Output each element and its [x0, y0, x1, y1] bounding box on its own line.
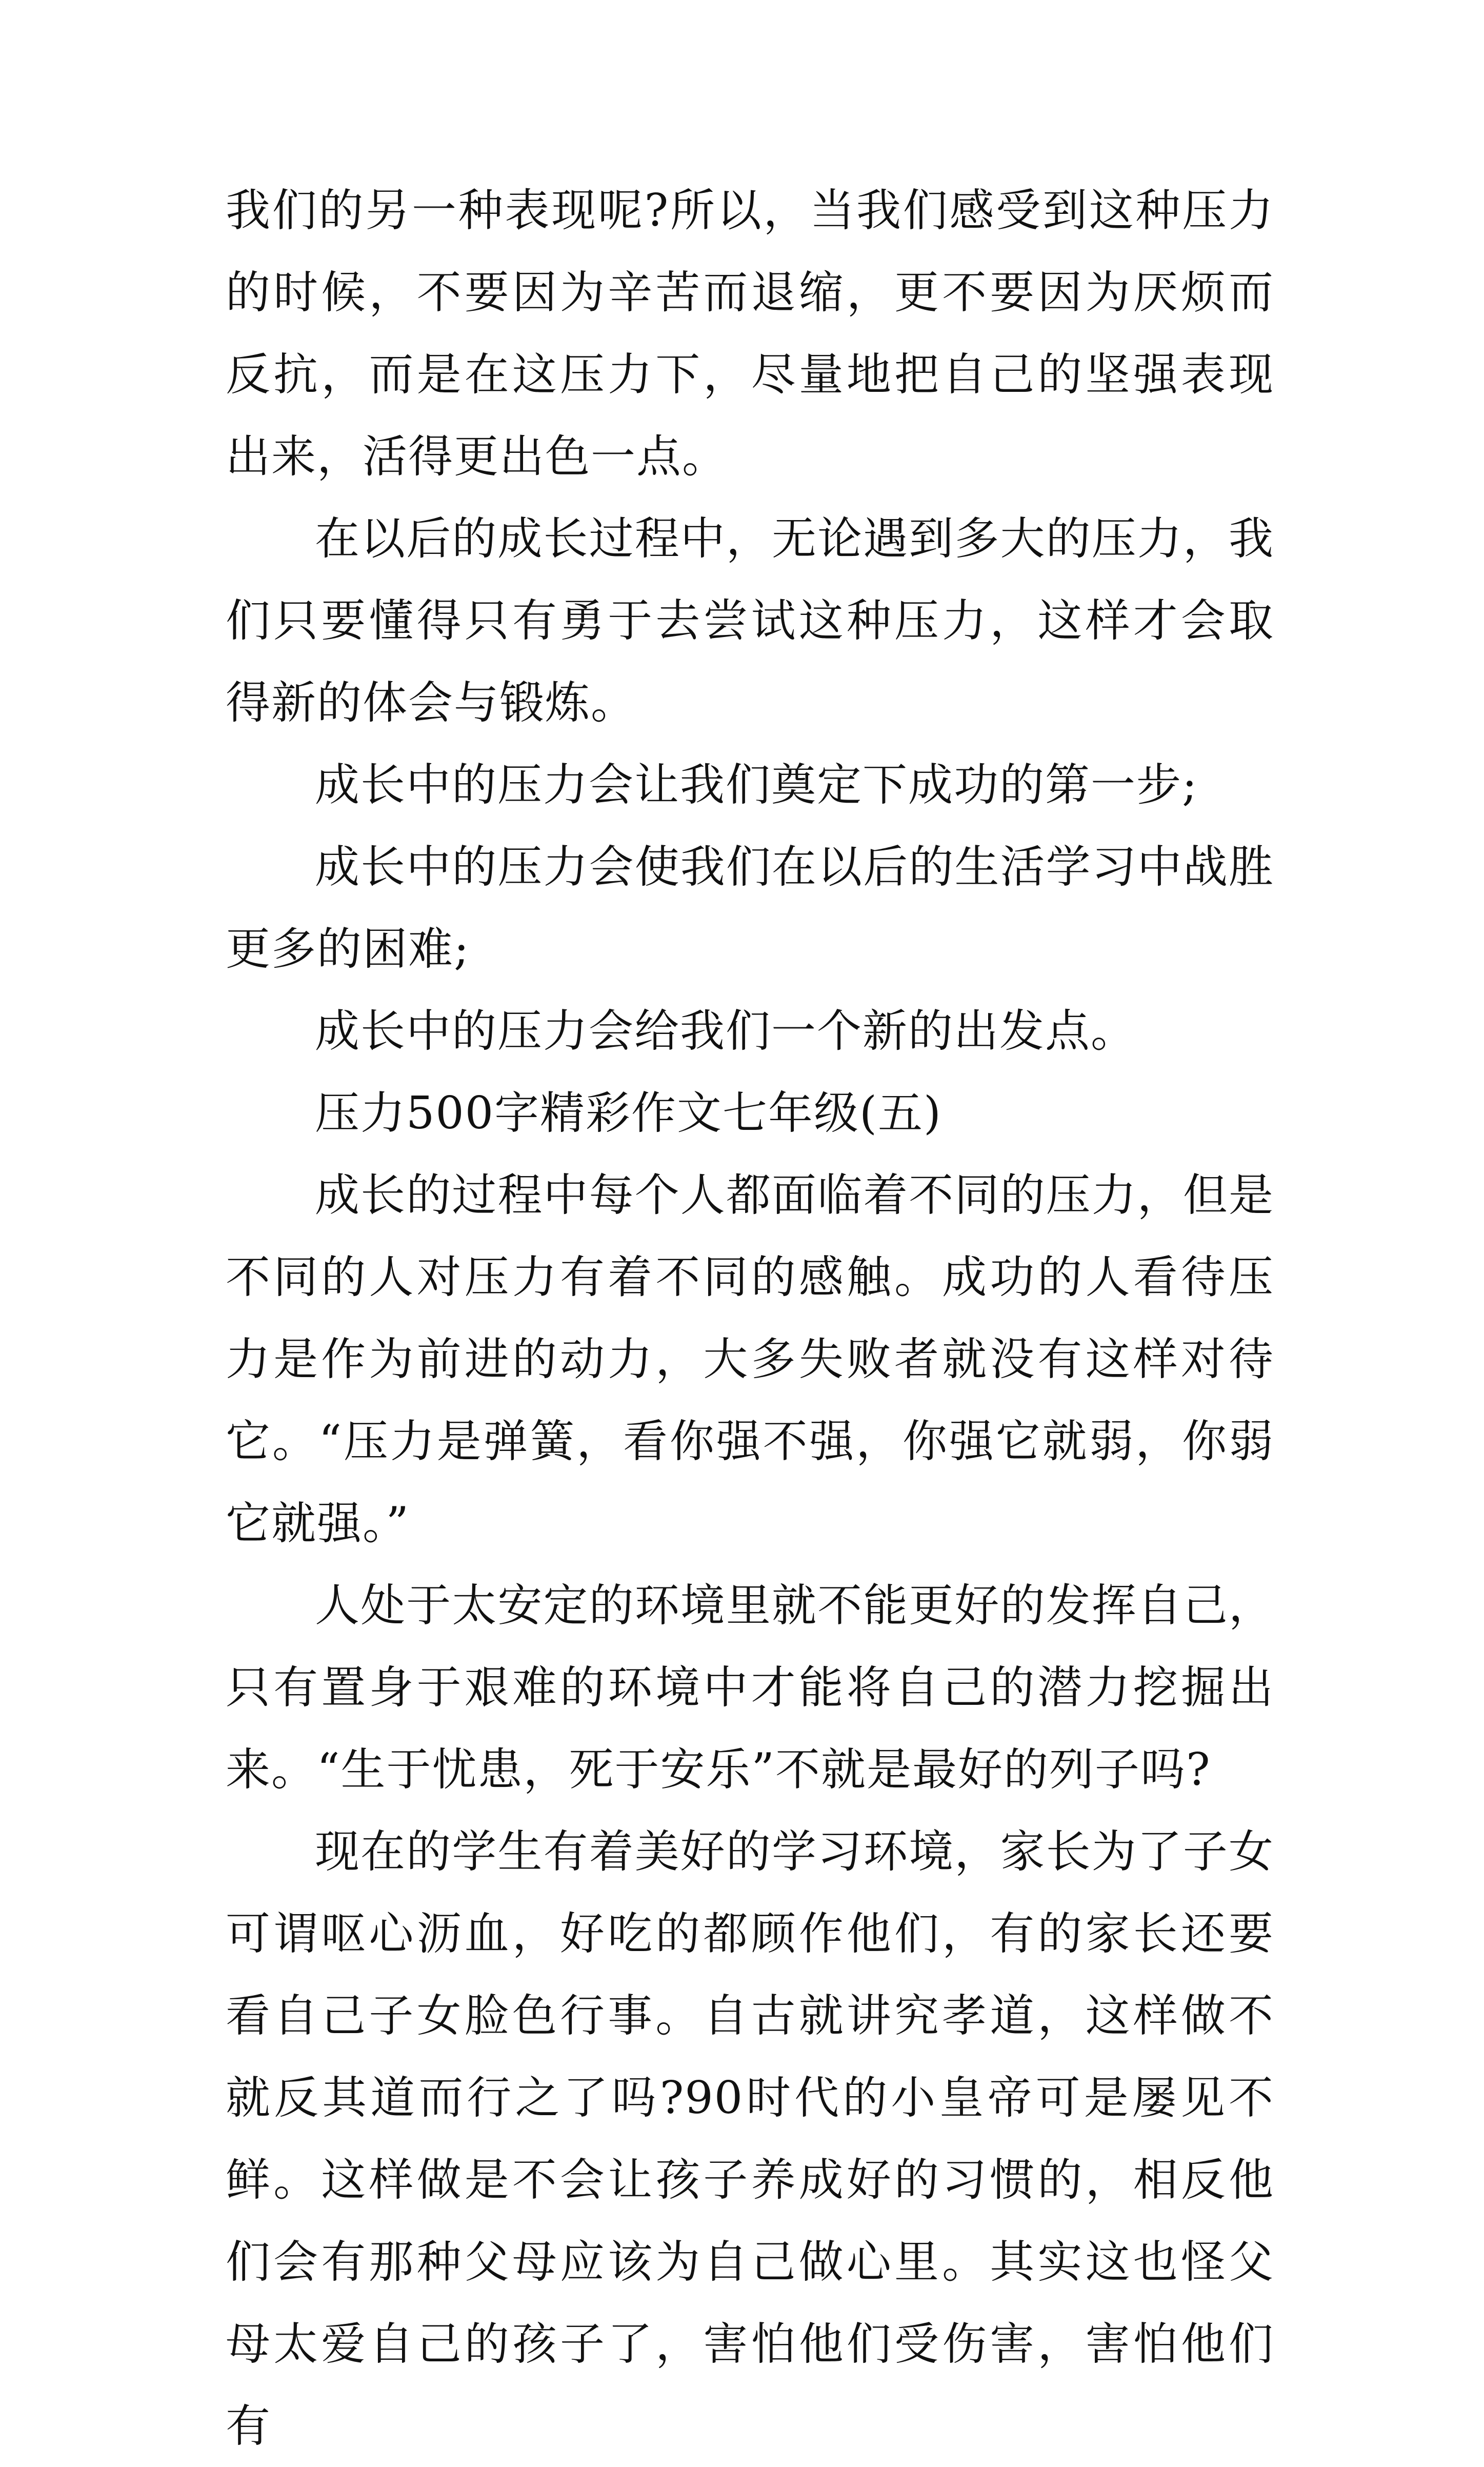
- paragraph-different-pressure: 成长的过程中每个人都面临着不同的压力，但是不同的人对压力有着不同的感触。成功的人看待压力是作为前进的动力，大多失败者就没有这样对待它。“压力是弹簧，看你强不强，你强它就弱，你弱它就强。”: [226, 1169, 1274, 1549]
- paragraph-pressure-overcome: 成长中的压力会使我们在以后的生活学习中战胜更多的困难;: [226, 841, 1274, 975]
- paragraph-continuation: 我们的另一种表现呢?所以，当我们感受到这种压力的时候，不要因为辛苦而退缩，更不要因为厌烦而反抗，而是在这压力下，尽量地把自己的坚强表现出来，活得更出色一点。: [226, 184, 1274, 483]
- paragraph-pressure-first-step: 成长中的压力会让我们奠定下成功的第一步;: [315, 759, 1198, 811]
- paragraph-pressure-starting-point: 成长中的压力会给我们一个新的出发点。: [315, 1005, 1136, 1057]
- section-title: 压力500字精彩作文七年级(五): [315, 1087, 942, 1139]
- paragraph-growth-process: 在以后的成长过程中，无论遇到多大的压力，我们只要懂得只有勇于去尝试这种压力，这样才会取得新的体会与锻炼。: [226, 512, 1274, 729]
- paragraph-modern-students: 现在的学生有着美好的学习环境，家长为了子女可谓呕心沥血，好吃的都顾作他们，有的家长还要看自己子女脸色行事。自古就讲究孝道，这样做不就反其道而行之了吗?90时代的小皇帝可是屡见不鲜。这样做是不会让孩子养成好的习惯的，相反他们会有那种父母应该为自己做心里。其实这也怪父母太爱自己的孩子了，害怕他们受伤害，害怕他们有: [226, 1825, 1274, 2452]
- document-body: [226, 169, 1274, 2467]
- paragraph-hard-environment: 人处于太安定的环境里就不能更好的发挥自己，只有置身于艰难的环境中才能将自己的潜力挖掘出来。“生于忧患，死于安乐”不就是最好的列子吗?: [226, 1579, 1274, 1796]
